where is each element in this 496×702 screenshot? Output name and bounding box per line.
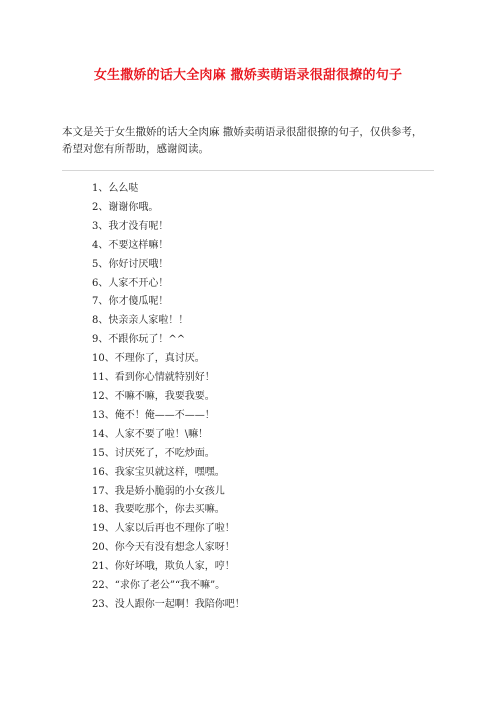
list-item: 15、讨厌死了，不吃炒面。 bbox=[92, 447, 215, 459]
list-item: 9、不跟你玩了！^^ bbox=[92, 334, 186, 346]
document-title: 女生撒娇的话大全肉麻 撒娇卖萌语录很甜很撩的句子 bbox=[93, 68, 403, 83]
list-item: 19、人家以后再也不理你了啦！ bbox=[92, 523, 235, 535]
list-item: 18、我要吃那个，你去买嘛。 bbox=[92, 504, 225, 516]
list-item: 4、不要这样嘛！ bbox=[92, 239, 169, 251]
intro-paragraph: 本文是关于女生撒娇的话大全肉麻 撒娇卖萌语录很甜很撩的句子，仅供参考，希望对您有所帮助，感谢阅读。 bbox=[62, 126, 423, 155]
list-item: 1、么么哒 bbox=[92, 183, 139, 194]
list-item: 16、我家宝贝就这样，嘿嘿。 bbox=[92, 466, 225, 478]
list-item: 8、快亲亲人家啦！！ bbox=[92, 315, 189, 327]
list-item: 14、人家不要了啦！\嘛！ bbox=[92, 428, 209, 440]
list-item: 2、谢谢你哦。 bbox=[92, 201, 159, 213]
list-item: 22、“求你了老公”“我不嘛”。 bbox=[92, 580, 226, 592]
list-item: 12、不嘛不嘛，我要我要。 bbox=[92, 390, 215, 402]
phrase-list bbox=[92, 180, 422, 615]
list-item: 23、没人跟你一起啊！我陪你吧！ bbox=[92, 598, 245, 610]
list-item: 7、你才傻瓜呢！ bbox=[92, 296, 169, 308]
list-item: 20、你今天有没有想念人家呀！ bbox=[92, 542, 235, 554]
list-item: 5、你好讨厌哦！ bbox=[92, 258, 169, 270]
list-item: 3、我才没有呢！ bbox=[92, 220, 169, 232]
list-item: 21、你好坏哦，欺负人家，哼！ bbox=[92, 561, 235, 573]
list-item: 13、俺不！俺——不——！ bbox=[92, 409, 215, 421]
list-item: 17、我是娇小脆弱的小女孩儿 bbox=[92, 485, 225, 497]
divider-line bbox=[62, 170, 434, 171]
list-item: 11、看到你心情就特别好！ bbox=[92, 372, 215, 384]
list-item: 10、不理你了，真讨厌。 bbox=[92, 353, 205, 365]
list-item: 6、人家不开心！ bbox=[92, 277, 169, 289]
